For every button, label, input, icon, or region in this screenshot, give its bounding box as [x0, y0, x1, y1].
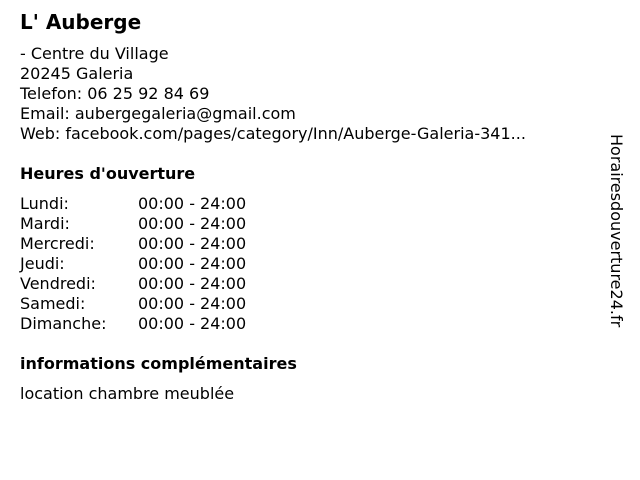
- email-line: Email: aubergegaleria@gmail.com: [20, 104, 296, 123]
- additional-info-text: location chambre meublée: [20, 384, 235, 403]
- hours-row-monday: [20, 194, 280, 214]
- hours-value: 00:00 - 24:00: [138, 294, 247, 313]
- day-label: Dimanche:: [20, 314, 107, 333]
- site-watermark: Horairesdouverture24.fr: [607, 134, 626, 328]
- opening-hours-heading: Heures d'ouverture: [20, 164, 196, 183]
- hours-value: 00:00 - 24:00: [138, 234, 247, 253]
- hours-row-thursday: [20, 254, 280, 274]
- website-line: Web: facebook.com/pages/category/Inn/Auberge-Galeria-341...: [20, 124, 526, 143]
- day-label: Vendredi:: [20, 274, 96, 293]
- business-name: L' Auberge: [20, 10, 142, 34]
- hours-row-sunday: [20, 314, 280, 334]
- hours-row-saturday: [20, 294, 280, 314]
- contact-block: [20, 44, 526, 144]
- day-label: Lundi:: [20, 194, 69, 213]
- day-label: Jeudi:: [20, 254, 65, 273]
- hours-value: 00:00 - 24:00: [138, 274, 247, 293]
- hours-row-wednesday: [20, 234, 280, 254]
- day-label: Mercredi:: [20, 234, 95, 253]
- day-label: Mardi:: [20, 214, 70, 233]
- address-city: 20245 Galeria: [20, 64, 134, 83]
- address-street: - Centre du Village: [20, 44, 169, 63]
- day-label: Samedi:: [20, 294, 86, 313]
- hours-value: 00:00 - 24:00: [138, 254, 247, 273]
- additional-info-heading: informations complémentaires: [20, 354, 297, 373]
- hours-row-tuesday: [20, 214, 280, 234]
- opening-hours-table: [20, 194, 280, 334]
- hours-value: 00:00 - 24:00: [138, 194, 247, 213]
- hours-value: 00:00 - 24:00: [138, 314, 247, 333]
- hours-row-friday: [20, 274, 280, 294]
- hours-value: 00:00 - 24:00: [138, 214, 247, 233]
- phone-line: Telefon: 06 25 92 84 69: [20, 84, 210, 103]
